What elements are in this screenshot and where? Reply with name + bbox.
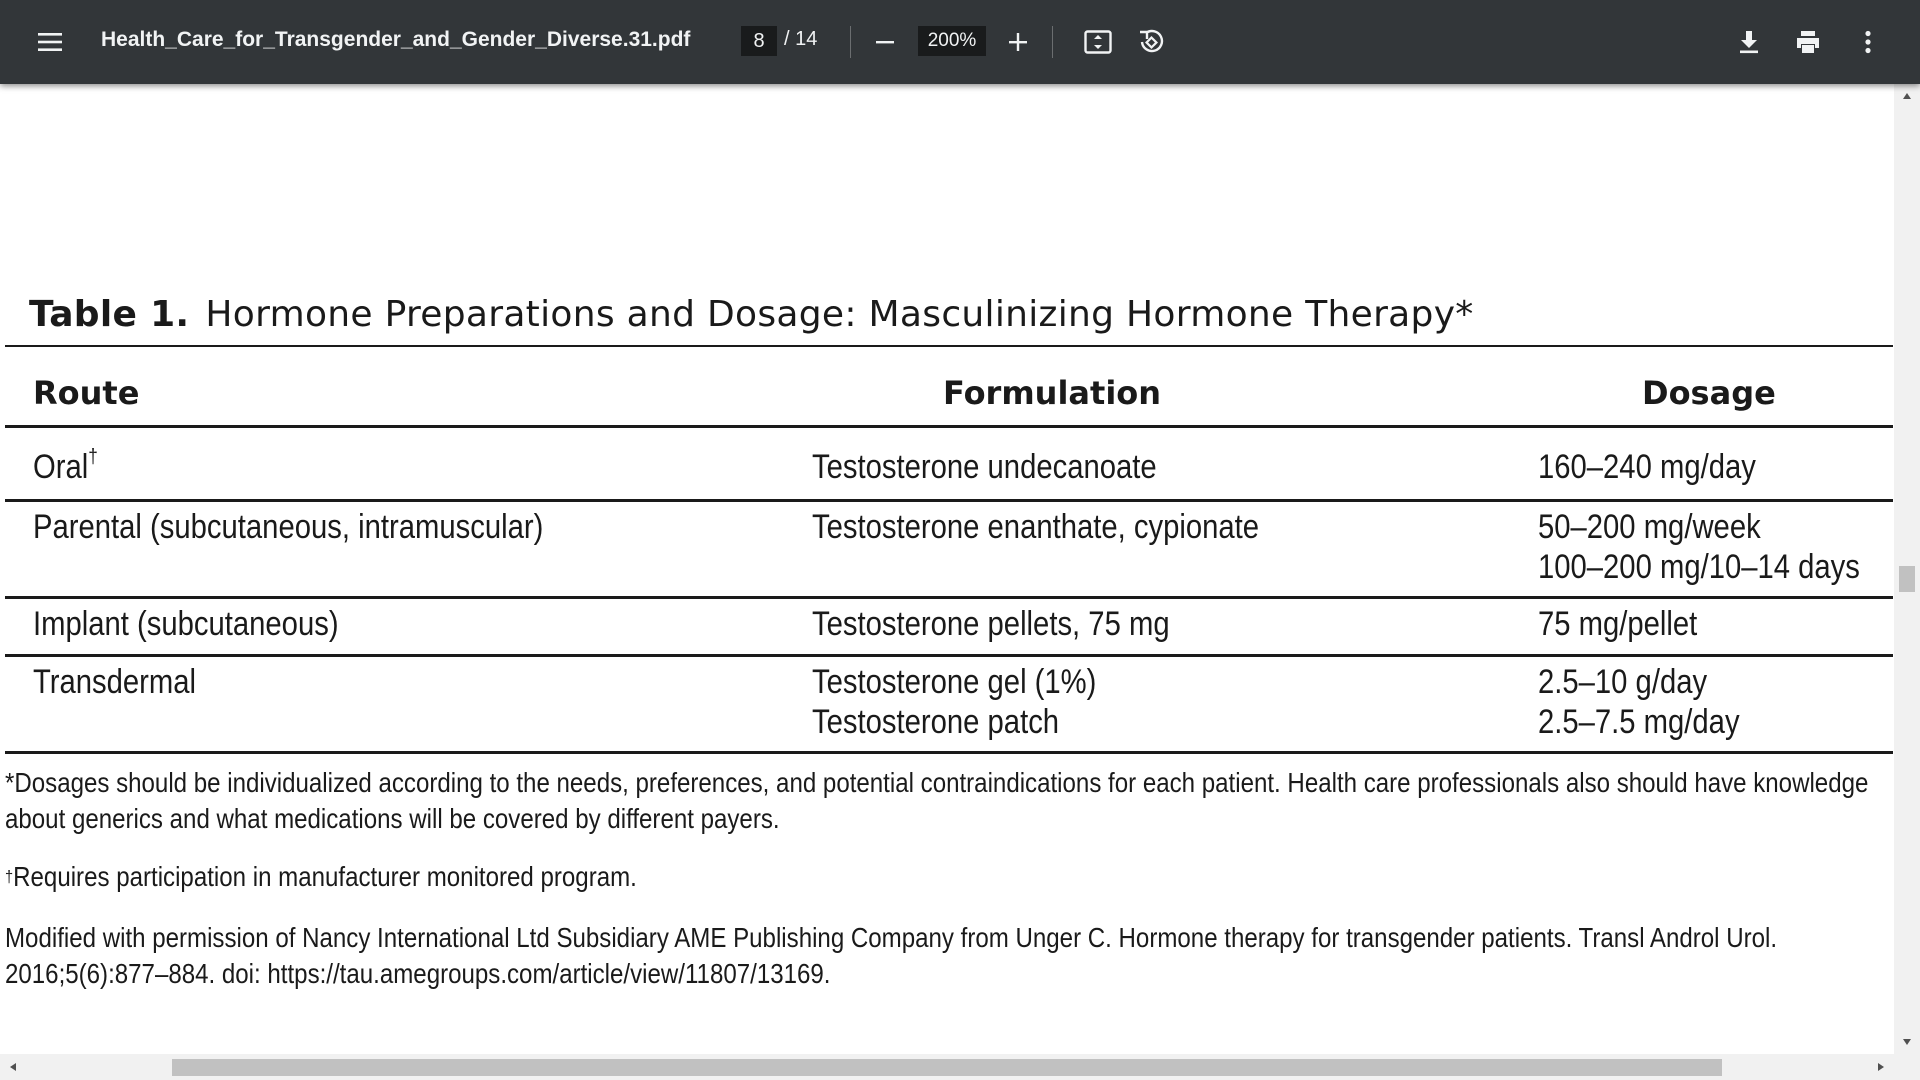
zoom-in-button[interactable]: [996, 20, 1040, 64]
table-row-formulation: Testosterone pellets, 75 mg: [812, 605, 1170, 643]
table-row-dosage: 75 mg/pellet: [1538, 605, 1698, 643]
document-title: Health_Care_for_Transgender_and_Gender_Diverse.31.pdf: [101, 28, 691, 51]
row-rule: [5, 499, 1893, 502]
table-row-formulation: Testosterone enanthate, cypionate: [812, 508, 1260, 546]
dagger-footnote: [5, 859, 637, 895]
more-options-icon: [1864, 30, 1872, 54]
zoom-out-button[interactable]: [863, 20, 907, 64]
download-icon: [1738, 30, 1760, 54]
table-row-formulation: Testosterone undecanoate: [812, 448, 1157, 486]
print-icon: [1795, 30, 1821, 54]
header-route: Route: [33, 374, 140, 412]
dagger-footnote-text: Requires participation in manufacturer monitored program.: [13, 861, 637, 892]
page-number-input[interactable]: 8: [741, 26, 777, 56]
pdf-page: [5, 84, 1893, 1054]
table-row-route: Implant (subcutaneous): [33, 605, 339, 643]
table-row-dosage: 2.5–10 g/day: [1538, 663, 1708, 701]
pdf-toolbar: [0, 0, 1920, 84]
download-button[interactable]: [1727, 20, 1771, 64]
table-bottom-rule: [5, 751, 1893, 754]
header-formulation: Formulation: [943, 374, 1162, 412]
menu-button[interactable]: [26, 22, 74, 62]
arrow-left-icon: [9, 1062, 17, 1072]
arrow-right-icon: [1877, 1062, 1885, 1072]
source-footnote: Modified with permission of Nancy International Ltd Subsidiary AME Publishing Company from Unger C. Hormone therapy for transgender patients. Transl Androl Urol.: [5, 922, 1778, 953]
row-rule: [5, 654, 1893, 657]
rotate-icon: [1137, 28, 1165, 56]
dosage-footnote: *Dosages should be individualized according to the needs, preferences, and potential contraindications for each patient. Health care professionals also should have knowledge: [5, 767, 1869, 798]
table-row-dosage: 50–200 mg/week: [1538, 508, 1761, 546]
arrow-down-icon: [1902, 1038, 1912, 1046]
table-row-route: Parental (subcutaneous, intramuscular): [33, 508, 544, 546]
table-row-formulation: Testosterone gel (1%): [812, 663, 1097, 701]
table-number: Table 1.: [29, 294, 190, 335]
vertical-scroll-thumb[interactable]: [1899, 566, 1915, 592]
source-footnote: 2016;5(6):877–884. doi: https://tau.amegroups.com/article/view/11807/13169.: [5, 958, 831, 989]
arrow-up-icon: [1902, 92, 1912, 100]
scroll-right-arrow[interactable]: [1871, 1057, 1891, 1077]
row-rule: [5, 596, 1893, 599]
page-total: / 14: [784, 28, 818, 50]
print-button[interactable]: [1786, 20, 1830, 64]
table-top-rule: [5, 345, 1893, 347]
table-row-route: [33, 448, 98, 487]
horizontal-scroll-thumb[interactable]: [172, 1059, 1722, 1076]
table-row-dosage: 2.5–7.5 mg/day: [1538, 703, 1740, 741]
scroll-down-arrow[interactable]: [1897, 1032, 1917, 1052]
horizontal-scrollbar[interactable]: [0, 1054, 1920, 1080]
header-rule: [5, 425, 1893, 428]
table-caption: [29, 294, 1474, 335]
table-row-formulation: Testosterone patch: [812, 703, 1060, 741]
document-viewport[interactable]: [0, 84, 1894, 1054]
zoom-level-input[interactable]: 200%: [918, 26, 986, 56]
dagger-mark: †: [88, 446, 98, 468]
table-row-dosage: 160–240 mg/day: [1538, 448, 1756, 486]
fit-page-button[interactable]: [1076, 20, 1120, 64]
dosage-footnote: about generics and what medications will be covered by different payers.: [5, 803, 780, 834]
toolbar-divider: [850, 26, 851, 58]
rotate-button[interactable]: [1129, 20, 1173, 64]
vertical-scrollbar[interactable]: [1894, 84, 1920, 1054]
header-dosage: Dosage: [1642, 374, 1776, 412]
menu-icon: [38, 32, 62, 52]
scroll-left-arrow[interactable]: [3, 1057, 23, 1077]
toolbar-divider: [1052, 26, 1053, 58]
zoom-out-icon: [875, 32, 895, 52]
more-options-button[interactable]: [1846, 20, 1890, 64]
dagger-mark: †: [5, 867, 14, 886]
fit-page-icon: [1084, 30, 1112, 54]
table-title: Hormone Preparations and Dosage: Masculinizing Hormone Therapy*: [205, 294, 1474, 335]
table-row-route: Transdermal: [33, 663, 197, 701]
zoom-in-icon: [1008, 32, 1028, 52]
scroll-up-arrow[interactable]: [1897, 86, 1917, 106]
table-row-dosage: 100–200 mg/10–14 days: [1538, 548, 1860, 586]
route-text: Oral: [33, 448, 89, 486]
